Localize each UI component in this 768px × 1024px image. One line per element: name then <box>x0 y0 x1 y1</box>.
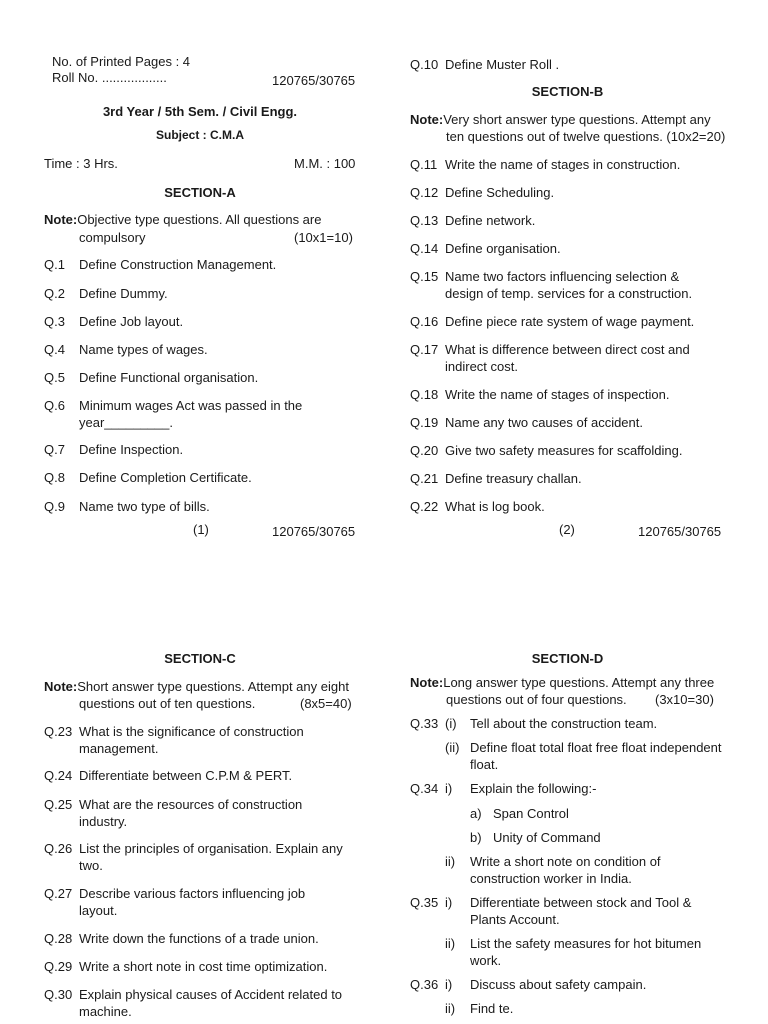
question-number: Q.21 <box>410 471 439 486</box>
question-number: Q.7 <box>44 442 65 457</box>
question-text: Describe various factors influencing job <box>79 886 306 901</box>
question-text: List the principles of organisation. Explain any <box>79 841 343 856</box>
question-number: Q.1 <box>44 257 65 272</box>
question-number: Q.9 <box>44 499 65 514</box>
question-number: Q.10 <box>410 57 439 72</box>
question-text-line2: management. <box>79 741 159 756</box>
question-text: Explain physical causes of Accident related to <box>79 987 343 1002</box>
question-text: Write the name of stages in construction. <box>445 157 681 172</box>
footer-code: 120765/30765 <box>272 524 356 539</box>
max-marks: M.M. : 100 <box>294 156 356 171</box>
question-text: Write a short note on condition of <box>470 854 661 869</box>
page-number: (1) <box>193 522 209 537</box>
page-number: (2) <box>559 522 575 537</box>
roll-no: Roll No. .................. <box>52 70 167 85</box>
question-text: What is log book. <box>445 499 545 514</box>
question-text: Define Dummy. <box>79 286 168 301</box>
question-text: Define Muster Roll . <box>445 57 560 72</box>
question-text-line2: year_________. <box>79 415 173 430</box>
note-marks: (10x1=10) <box>294 230 353 245</box>
question-text: Define Functional organisation. <box>79 370 259 385</box>
note-text-line2: questions out of four questions. <box>446 692 627 707</box>
note <box>44 212 321 227</box>
question-number: Q.23 <box>44 724 73 739</box>
question-text: Define piece rate system of wage payment. <box>445 314 695 329</box>
note-label: Note: <box>410 112 444 127</box>
question-text: Define float total float free float independent <box>470 740 722 755</box>
question-text: What are the resources of construction <box>79 797 303 812</box>
question-text: Differentiate between C.P.M & PERT. <box>79 768 293 783</box>
question-number: Q.5 <box>44 370 65 385</box>
question-text: Find te. <box>470 1001 514 1016</box>
note-marks: (8x5=40) <box>300 696 352 711</box>
question-text: Write down the functions of a trade union. <box>79 931 319 946</box>
question-number: Q.26 <box>44 841 73 856</box>
sub-question-marker: ii) <box>445 1001 456 1016</box>
question-text-line2: work. <box>470 953 502 968</box>
sub-question-marker: ii) <box>445 936 456 951</box>
question-text: Tell about the construction team. <box>470 716 658 731</box>
question-text-line2: industry. <box>79 814 128 829</box>
time: Time : 3 Hrs. <box>44 156 118 171</box>
question-text-line2: construction worker in India. <box>470 871 632 886</box>
question-text: Explain the following:- <box>470 781 597 796</box>
question-text-line2: indirect cost. <box>445 359 518 374</box>
question-number: Q.27 <box>44 886 73 901</box>
question-text: Name any two causes of accident. <box>445 415 643 430</box>
question-text: What is difference between direct cost and <box>445 342 690 357</box>
sub-question-marker: (i) <box>445 716 457 731</box>
question-number: Q.35 <box>410 895 439 910</box>
question-number: Q.11 <box>410 157 438 172</box>
question-number: Q.36 <box>410 977 439 992</box>
question-number: Q.25 <box>44 797 73 812</box>
section-heading: SECTION-B <box>531 84 604 99</box>
question-text: Give two safety measures for scaffolding. <box>445 443 683 458</box>
question-text: Differentiate between stock and Tool & <box>470 895 692 910</box>
note <box>44 679 349 694</box>
section-heading: SECTION-D <box>531 651 604 666</box>
question-text-line2: two. <box>79 858 103 873</box>
question-number: Q.6 <box>44 398 65 413</box>
footer-code: 120765/30765 <box>638 524 722 539</box>
question-number: Q.12 <box>410 185 439 200</box>
question-number: Q.14 <box>410 241 439 256</box>
question-number: Q.17 <box>410 342 439 357</box>
question-number: Q.8 <box>44 470 65 485</box>
note <box>410 112 711 127</box>
question-number: Q.29 <box>44 959 73 974</box>
section-heading: SECTION-A <box>164 185 236 200</box>
question-text-line2: machine. <box>79 1004 132 1019</box>
question-number: Q.22 <box>410 499 439 514</box>
question-text: Define network. <box>445 213 536 228</box>
question-text-line2: Plants Account. <box>470 912 560 927</box>
sub-question-marker: i) <box>445 895 453 910</box>
question-text-line2: layout. <box>79 903 118 918</box>
note-label: Note: <box>44 679 78 694</box>
question-text: Define Scheduling. <box>445 185 555 200</box>
question-number: Q.4 <box>44 342 65 357</box>
note-label: Note: <box>410 675 444 690</box>
question-number: Q.18 <box>410 387 439 402</box>
question-text: Discuss about safety campain. <box>470 977 647 992</box>
note-text: Short answer type questions. Attempt any eight <box>77 679 349 694</box>
question-text: Name two type of bills. <box>79 499 210 514</box>
printed-pages: No. of Printed Pages : 4 <box>52 54 191 69</box>
question-number: Q.19 <box>410 415 439 430</box>
list-item-text: Unity of Command <box>493 830 601 845</box>
question-number: Q.20 <box>410 443 439 458</box>
question-text-line2: design of temp. services for a construction. <box>445 286 693 301</box>
question-number: Q.24 <box>44 768 73 783</box>
question-text-line2: float. <box>470 757 499 772</box>
note-label: Note: <box>44 212 78 227</box>
question-number: Q.15 <box>410 269 439 284</box>
question-number: Q.13 <box>410 213 439 228</box>
list-marker: b) <box>470 830 482 845</box>
note-text-line2: questions out of ten questions. <box>79 696 256 711</box>
question-text: Define Construction Management. <box>79 257 277 272</box>
sub-question-marker: i) <box>445 781 453 796</box>
question-text: List the safety measures for hot bitumen <box>470 936 702 951</box>
question-text: Define Completion Certificate. <box>79 470 252 485</box>
question-number: Q.16 <box>410 314 439 329</box>
question-text: Minimum wages Act was passed in the <box>79 398 303 413</box>
note-text-line2: compulsory <box>79 230 146 245</box>
question-text: Define Job layout. <box>79 314 184 329</box>
question-text: Write the name of stages of inspection. <box>445 387 670 402</box>
list-marker: a) <box>470 806 482 821</box>
question-number: Q.33 <box>410 716 439 731</box>
question-text: What is the significance of construction <box>79 724 304 739</box>
question-text: Define organisation. <box>445 241 561 256</box>
question-number: Q.28 <box>44 931 73 946</box>
question-number: Q.2 <box>44 286 65 301</box>
question-text: Name two factors influencing selection & <box>445 269 680 284</box>
question-text: Define treasury challan. <box>445 471 582 486</box>
note-marks: (3x10=30) <box>655 692 714 707</box>
question-text: Write a short note in cost time optimization. <box>79 959 328 974</box>
question-number: Q.34 <box>410 781 439 796</box>
subject: Subject : C.M.A <box>155 128 244 142</box>
note-text: Very short answer type questions. Attempt any <box>443 112 711 127</box>
question-number: Q.3 <box>44 314 65 329</box>
question-number: Q.30 <box>44 987 73 1002</box>
note <box>410 675 714 690</box>
note-text: Long answer type questions. Attempt any three <box>443 675 715 690</box>
sub-question-marker: ii) <box>445 854 456 869</box>
note-text: Objective type questions. All questions are <box>77 212 322 227</box>
note-text-line2: ten questions out of twelve questions. (10x2=20) <box>446 129 726 144</box>
year-semester: 3rd Year / 5th Sem. / Civil Engg. <box>102 104 298 119</box>
question-text: Name types of wages. <box>79 342 208 357</box>
sub-question-marker: i) <box>445 977 453 992</box>
question-text: Define Inspection. <box>79 442 184 457</box>
sub-question-marker: (ii) <box>445 740 460 755</box>
paper-code: 120765/30765 <box>272 73 356 88</box>
list-item-text: Span Control <box>493 806 569 821</box>
section-heading: SECTION-C <box>164 651 236 666</box>
